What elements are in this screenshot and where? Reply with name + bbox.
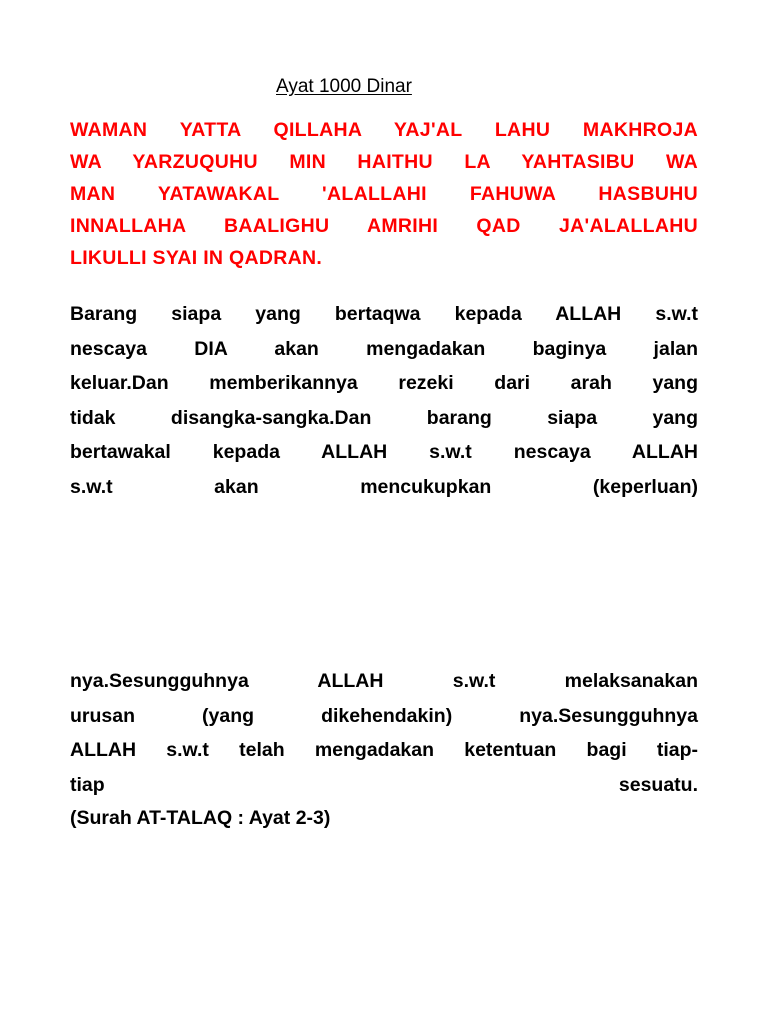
translation-line-2: nescaya DIA akan mengadakan baginya jalan [70,337,698,360]
arabic-line-5: LIKULLI SYAI IN QADRAN. [70,247,323,269]
arabic-transliteration [70,114,698,274]
translation-continued-line-1: nya.Sesungguhnya ALLAH s.w.t melaksanakan [70,670,698,692]
translation-continued-line-2: urusan (yang dikehendakin) nya.Sesungguhnya [70,704,698,727]
translation-line-3: keluar.Dan memberikannya rezeki dari arah yang [70,372,698,395]
translation-line-5: bertawakal kepada ALLAH s.w.t nescaya ALLAH [70,441,698,464]
translation-paragraph [70,297,698,505]
surah-reference: (Surah AT-TALAQ : Ayat 2-3) [70,807,331,829]
translation-continued-line-4: tiap sesuatu. [70,773,698,796]
translation-line-6: s.w.t akan mencukupkan (keperluan) [70,475,698,498]
arabic-line-3: MAN YATAWAKAL 'ALALLAHI FAHUWA HASBUHU [70,183,698,205]
translation-line-1: Barang siapa yang bertaqwa kepada ALLAH s.w.t [70,303,698,325]
translation-paragraph-continued [70,664,698,802]
document-title: Ayat 1000 Dinar [276,76,412,97]
arabic-line-4: INNALLAHA BAALIGHU AMRIHI QAD JA'ALALLAHU [70,215,698,237]
arabic-line-2: WA YARZUQUHU MIN HAITHU LA YAHTASIBU WA [70,151,698,173]
translation-line-4: tidak disangka-sangka.Dan barang siapa yang [70,406,698,429]
translation-continued-line-3: ALLAH s.w.t telah mengadakan ketentuan bagi tiap- [70,739,698,762]
arabic-line-1: WAMAN YATTA QILLAHA YAJ'AL LAHU MAKHROJA [70,119,698,141]
